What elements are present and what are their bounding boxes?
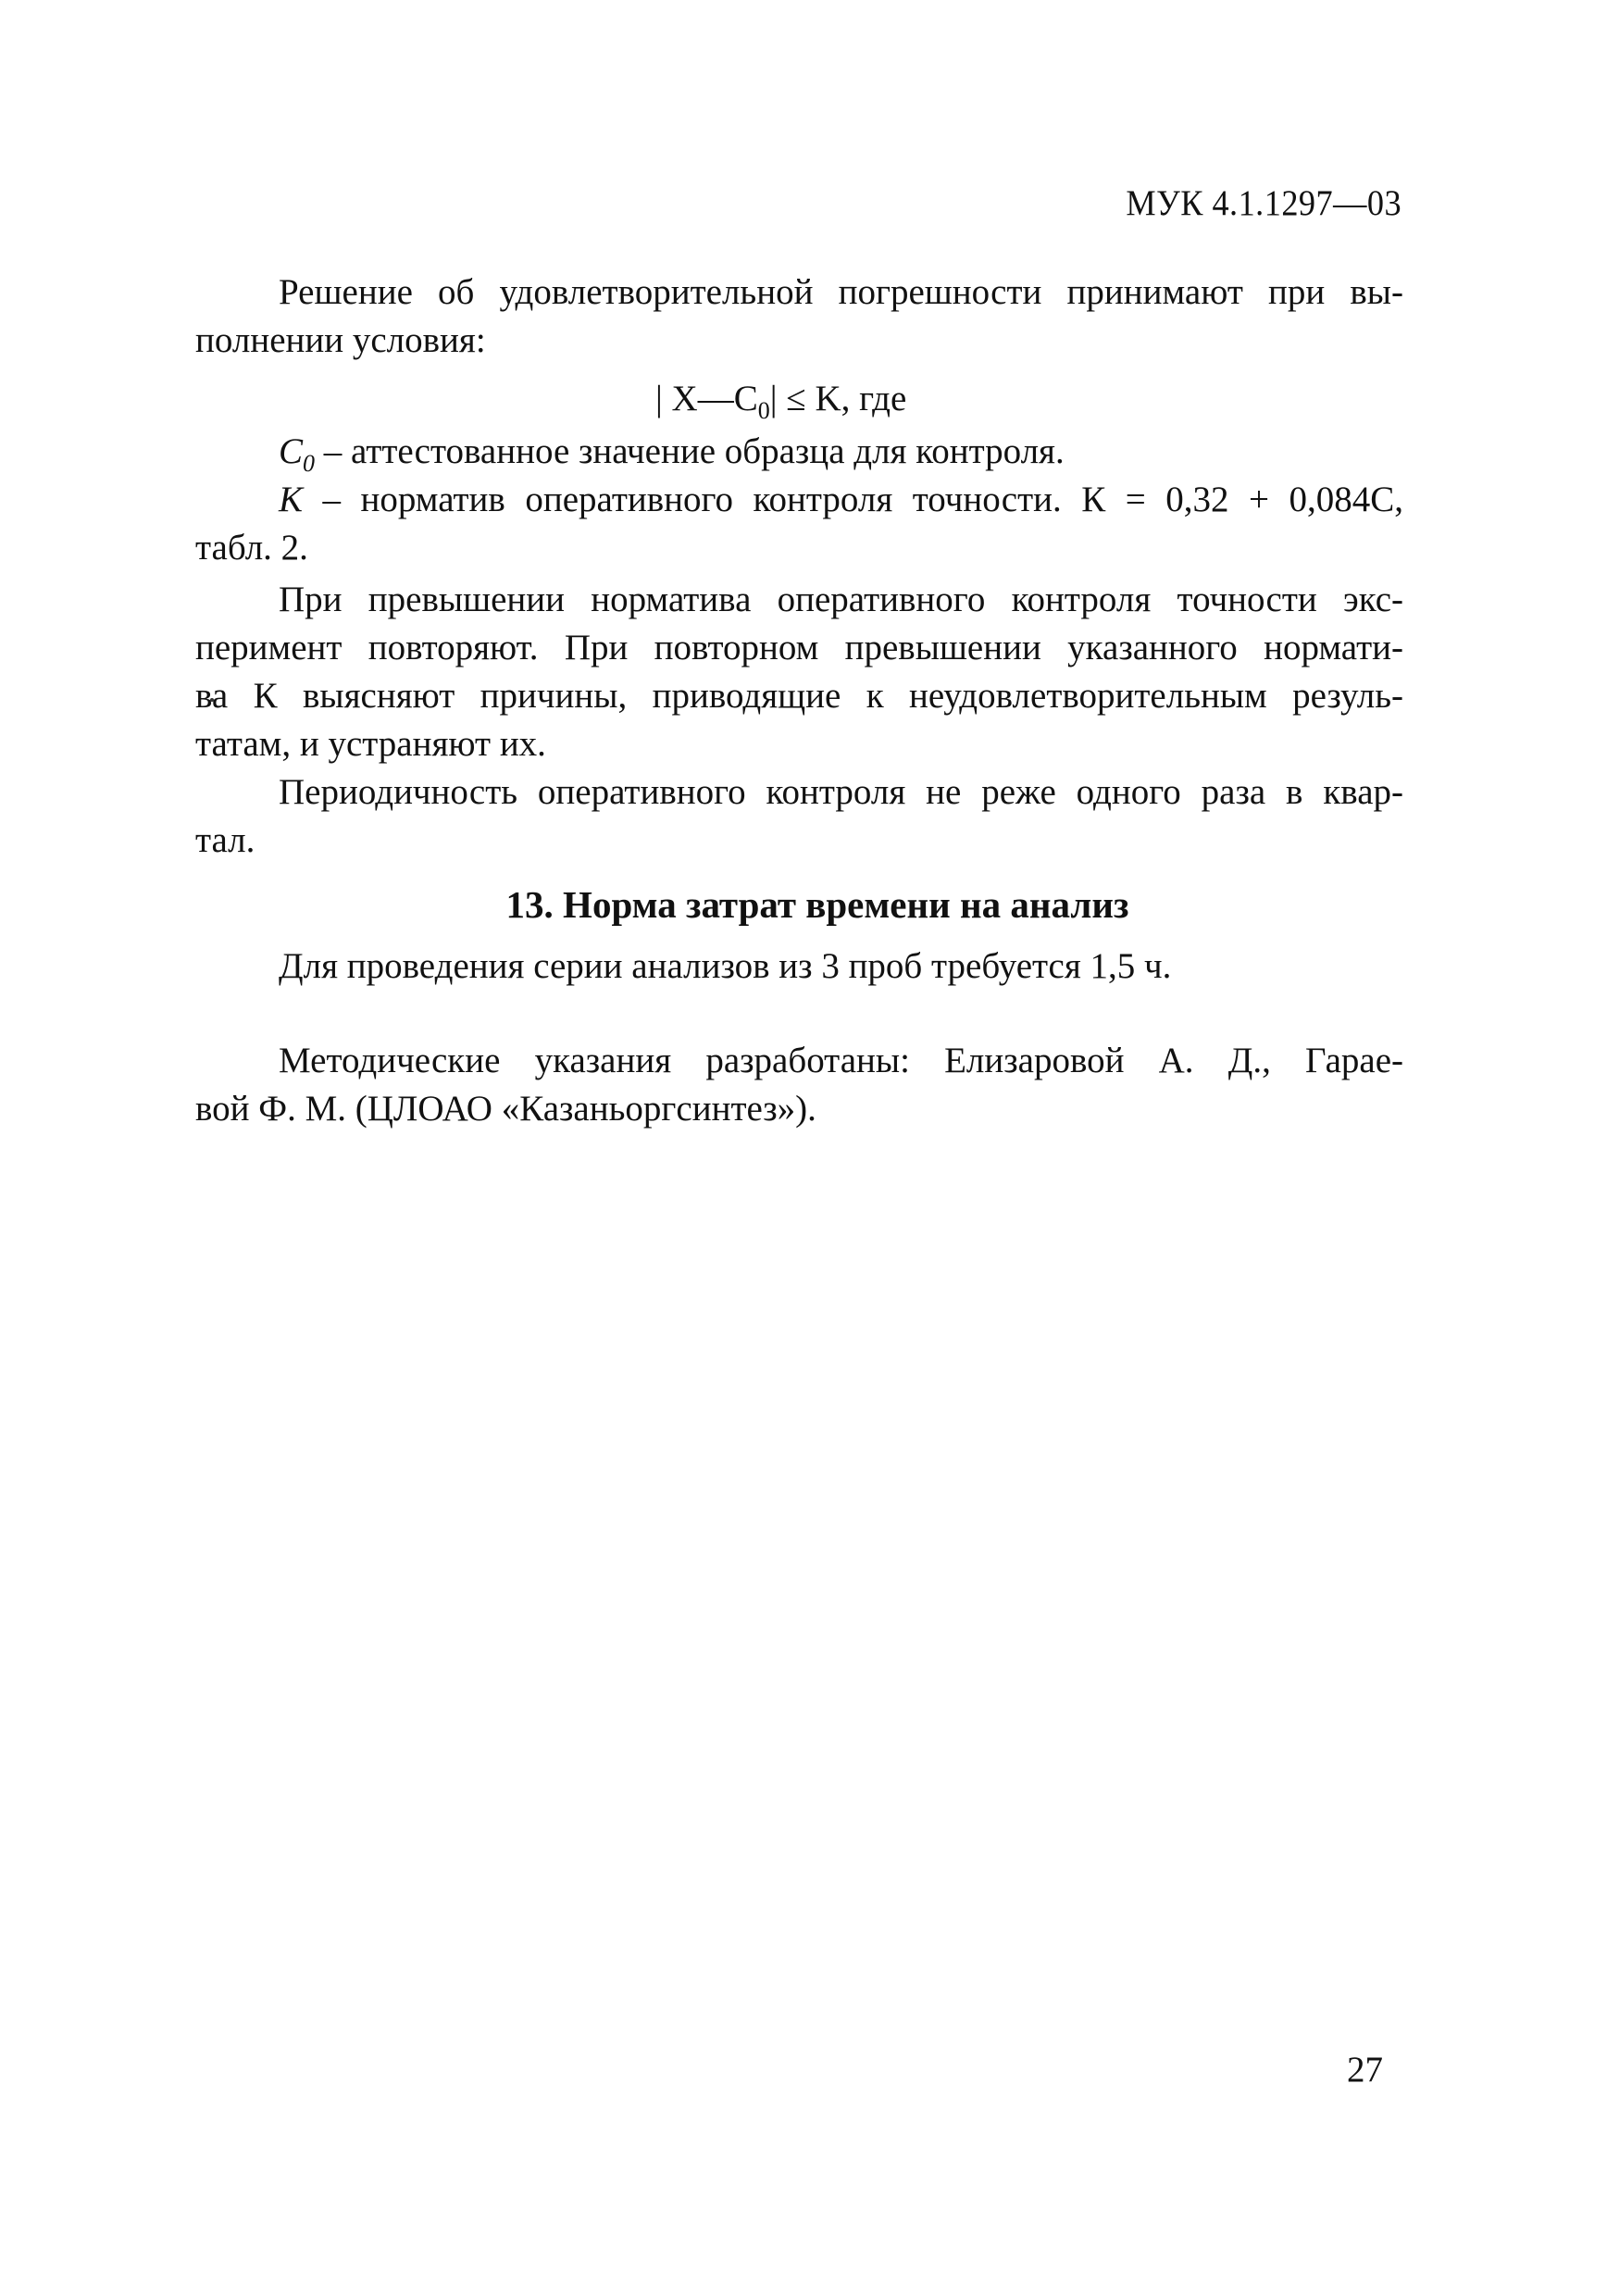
accuracy-condition-formula [655, 375, 906, 435]
k-symbol: K [279, 480, 304, 519]
section-text: Для проведения серии анализов из 3 проб требуется 1,5 ч. [279, 946, 1172, 986]
paragraph-line: татам, и устраняют их. [195, 724, 546, 764]
paragraph-line: Решение об удовлетворительной погрешности принимают при вы- [279, 272, 1403, 312]
paragraph-line: При превышении норматива оперативного контроля точности экс- [279, 580, 1403, 619]
page-number: 27 [1347, 2050, 1383, 2090]
c0-subscript: 0 [303, 449, 316, 477]
k-definition [279, 476, 1403, 524]
paragraph-line: Периодичность оперативного контроля не реже одного раза в квар- [279, 772, 1403, 812]
paragraph-line: ва К выясняют причины, приводящие к неудовлетворительным резуль- [195, 676, 1403, 716]
paragraph-line: табл. 2. [195, 528, 308, 568]
formula-left: | X—C [655, 379, 758, 418]
authors-line: Методические указания разработаны: Елизаровой А. Д., Гарае- [279, 1041, 1403, 1080]
section-heading: 13. Норма затрат времени на анализ [505, 883, 1129, 926]
c0-text: – аттестованное значение образца для контроля. [315, 431, 1065, 471]
formula-right: | ≤ K, где [769, 379, 907, 418]
paragraph-line: полнении условия: [195, 320, 486, 360]
c0-symbol: C [279, 431, 304, 471]
formula-subscript: 0 [757, 396, 770, 424]
paragraph-line: тал. [195, 820, 255, 860]
authors-line: вой Ф. М. (ЦЛОАО «Казаньоргсинтез»). [195, 1089, 816, 1129]
k-text: – норматив оперативного контроля точности. К = 0,32 + 0,084С, [303, 480, 1403, 519]
paragraph-line: перимент повторяют. При повторном превышении указанного нормати- [195, 628, 1403, 668]
document-code: МУК 4.1.1297—03 [1126, 183, 1401, 223]
